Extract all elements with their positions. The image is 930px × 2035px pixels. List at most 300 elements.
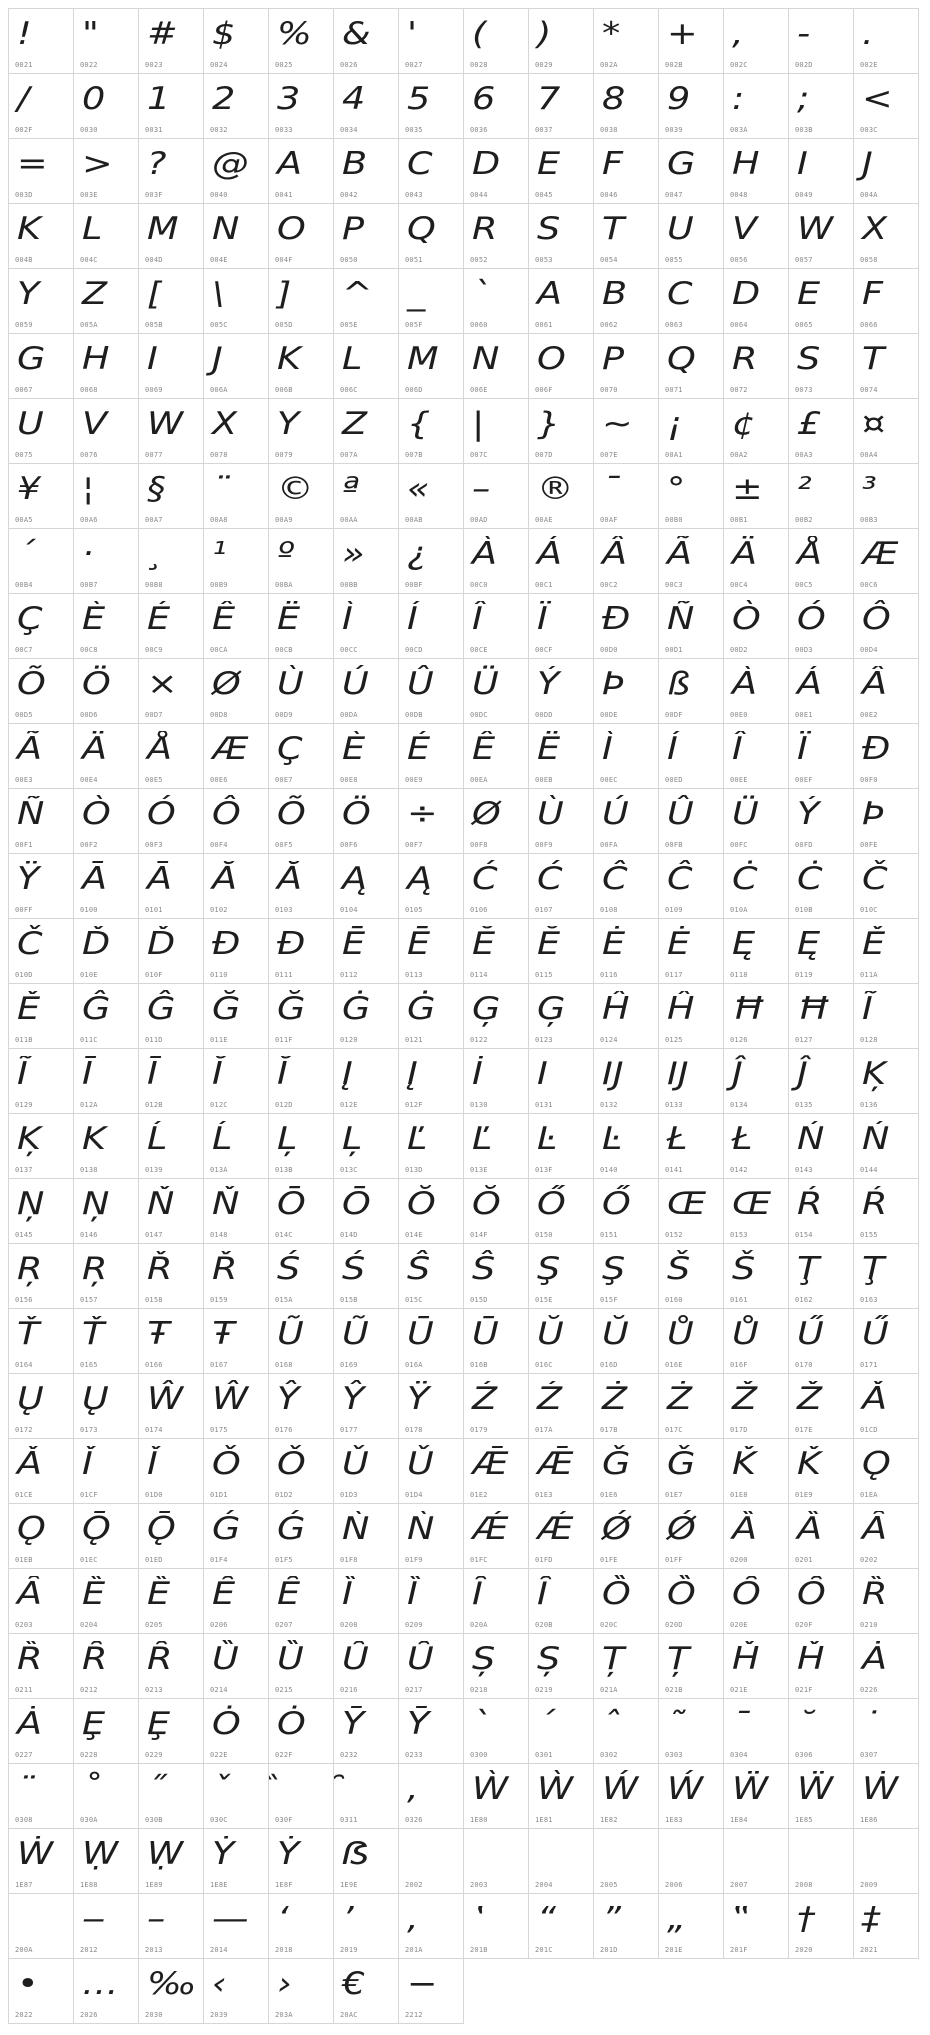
- glyph-char: Ȑ: [862, 1576, 888, 1612]
- glyph-char: Ǵ: [212, 1511, 241, 1547]
- glyph-cell: [74, 9, 139, 74]
- glyph-codepoint: 00D8: [210, 711, 228, 719]
- glyph-codepoint: 0021: [15, 61, 33, 69]
- glyph-cell: [9, 1244, 74, 1309]
- glyph-codepoint: 00EB: [535, 776, 553, 784]
- glyph-char: Ŏ: [472, 1186, 501, 1222]
- glyph-codepoint: 0103: [275, 906, 293, 914]
- glyph-codepoint: 00DC: [470, 711, 488, 719]
- glyph-cell: [594, 1374, 659, 1439]
- glyph-char: `: [472, 276, 491, 312]
- glyph-codepoint: 011B: [15, 1036, 33, 1044]
- glyph-codepoint: 201B: [470, 1946, 488, 1954]
- glyph-codepoint: 0040: [210, 191, 228, 199]
- glyph-codepoint: 0302: [600, 1751, 618, 1759]
- glyph-char: Ȧ: [17, 1706, 43, 1742]
- glyph-codepoint: 0042: [340, 191, 358, 199]
- glyph-cell: [659, 1049, 724, 1114]
- glyph-codepoint: 0148: [210, 1231, 228, 1239]
- glyph-codepoint: 0125: [665, 1036, 683, 1044]
- glyph-cell: [74, 984, 139, 1049]
- glyph-char: Ǽ: [537, 1511, 573, 1547]
- glyph-cell: [854, 1049, 919, 1114]
- glyph-cell: [139, 464, 204, 529]
- glyph-codepoint: 00E0: [730, 711, 748, 719]
- glyph-cell: [139, 659, 204, 724]
- glyph-cell: [269, 984, 334, 1049]
- glyph-char: Ì: [602, 731, 613, 767]
- glyph-codepoint: 020E: [730, 1621, 748, 1629]
- glyph-char: –: [147, 1901, 166, 1937]
- glyph-char: ×: [147, 666, 178, 702]
- glyph-codepoint: 0053: [535, 256, 553, 264]
- glyph-codepoint: 00F1: [15, 841, 33, 849]
- glyph-char: Ẁ: [537, 1771, 574, 1807]
- glyph-char: ®: [537, 471, 574, 507]
- glyph-cell: [659, 74, 724, 139]
- glyph-cell: [464, 204, 529, 269]
- glyph-codepoint: 003E: [80, 191, 98, 199]
- glyph-cell: [724, 1634, 789, 1699]
- glyph-cell: [269, 1504, 334, 1569]
- glyph-codepoint: 0048: [730, 191, 748, 199]
- glyph-char: ’: [342, 1901, 354, 1937]
- glyph-codepoint: 0102: [210, 906, 228, 914]
- glyph-grid: [8, 8, 919, 2024]
- glyph-codepoint: 00C2: [600, 581, 618, 589]
- glyph-char: #: [147, 16, 178, 52]
- glyph-cell: [139, 529, 204, 594]
- glyph-cell: [269, 204, 334, 269]
- glyph-char: ,: [407, 1771, 419, 1807]
- glyph-char: Ã: [667, 536, 693, 572]
- glyph-codepoint: 00DA: [340, 711, 358, 719]
- glyph-cell: [139, 1764, 204, 1829]
- glyph-cell: [594, 984, 659, 1049]
- glyph-char: Ń: [862, 1121, 890, 1157]
- glyph-char: Ų: [17, 1381, 44, 1417]
- glyph-char: O: [537, 341, 566, 377]
- glyph-codepoint: 0051: [405, 256, 423, 264]
- glyph-codepoint: 00B2: [795, 516, 813, 524]
- glyph-codepoint: 00F2: [80, 841, 98, 849]
- glyph-cell: [399, 334, 464, 399]
- glyph-codepoint: 0032: [210, 126, 228, 134]
- glyph-codepoint: 00CF: [535, 646, 553, 654]
- glyph-cell: [204, 659, 269, 724]
- glyph-cell: [789, 1309, 854, 1374]
- glyph-char: Ȩ: [82, 1706, 106, 1742]
- glyph-cell: [724, 529, 789, 594]
- glyph-codepoint: 004C: [80, 256, 98, 264]
- glyph-codepoint: 0062: [600, 321, 618, 329]
- glyph-char: ¨: [17, 1771, 36, 1807]
- glyph-codepoint: 0114: [470, 971, 488, 979]
- glyph-codepoint: 003F: [145, 191, 163, 199]
- glyph-codepoint: 00CD: [405, 646, 423, 654]
- glyph-cell: [204, 74, 269, 139]
- glyph-cell: [464, 1439, 529, 1504]
- glyph-char: Ǽ: [472, 1511, 508, 1547]
- glyph-cell: [659, 724, 724, 789]
- glyph-cell: [334, 1959, 399, 2024]
- glyph-cell: [789, 854, 854, 919]
- glyph-cell: [269, 464, 334, 529]
- glyph-cell: [594, 1699, 659, 1764]
- glyph-cell: [659, 1699, 724, 1764]
- glyph-char: Ǭ: [147, 1511, 176, 1547]
- glyph-cell: [464, 919, 529, 984]
- glyph-char: Ì: [342, 601, 353, 637]
- glyph-codepoint: 0118: [730, 971, 748, 979]
- glyph-codepoint: 01F8: [340, 1556, 358, 1564]
- glyph-cell: [399, 984, 464, 1049]
- glyph-char: Ĳ: [667, 1056, 689, 1092]
- glyph-codepoint: 00AE: [535, 516, 553, 524]
- glyph-codepoint: 013E: [470, 1166, 488, 1174]
- glyph-cell: [334, 1049, 399, 1114]
- glyph-cell: [204, 1634, 269, 1699]
- glyph-char: S: [797, 341, 821, 377]
- glyph-cell: [659, 334, 724, 399]
- glyph-char: Ů: [732, 1316, 759, 1352]
- glyph-codepoint: 00CE: [470, 646, 488, 654]
- glyph-codepoint: 0152: [665, 1231, 683, 1239]
- glyph-codepoint: 0060: [470, 321, 488, 329]
- glyph-char: Ȋ: [472, 1576, 483, 1612]
- glyph-char: Ŷ: [277, 1381, 300, 1417]
- glyph-cell: [74, 1569, 139, 1634]
- glyph-codepoint: 017B: [600, 1426, 618, 1434]
- glyph-codepoint: 013F: [535, 1166, 553, 1174]
- glyph-cell: [269, 724, 334, 789]
- glyph-codepoint: 00CC: [340, 646, 358, 654]
- glyph-char: 8: [602, 81, 626, 117]
- glyph-cell: [74, 1894, 139, 1959]
- glyph-codepoint: 0137: [15, 1166, 33, 1174]
- glyph-char: „: [667, 1901, 686, 1937]
- glyph-char: Ș: [472, 1641, 496, 1677]
- glyph-cell: [724, 1764, 789, 1829]
- glyph-codepoint: 0145: [15, 1231, 33, 1239]
- glyph-char: ^: [342, 276, 373, 312]
- glyph-codepoint: 0207: [275, 1621, 293, 1629]
- glyph-cell: [529, 9, 594, 74]
- glyph-cell: [464, 1179, 529, 1244]
- glyph-codepoint: 00F4: [210, 841, 228, 849]
- glyph-codepoint: 0153: [730, 1231, 748, 1239]
- glyph-codepoint: 00E3: [15, 776, 33, 784]
- glyph-char: Ä: [732, 536, 758, 572]
- glyph-cell: [399, 1894, 464, 1959]
- glyph-cell: [334, 139, 399, 204]
- glyph-codepoint: 030A: [80, 1816, 98, 1824]
- glyph-codepoint: 00DE: [600, 711, 618, 719]
- glyph-cell: [9, 1049, 74, 1114]
- glyph-char: Ī: [147, 1056, 158, 1092]
- glyph-codepoint: 0151: [600, 1231, 618, 1239]
- glyph-codepoint: 015F: [600, 1296, 618, 1304]
- glyph-codepoint: 012C: [210, 1101, 228, 1109]
- glyph-char: R: [732, 341, 758, 377]
- glyph-codepoint: 0043: [405, 191, 423, 199]
- glyph-codepoint: 00FE: [860, 841, 878, 849]
- glyph-cell: [724, 1699, 789, 1764]
- glyph-cell: [464, 659, 529, 724]
- glyph-cell: [204, 399, 269, 464]
- glyph-cell: [399, 139, 464, 204]
- glyph-char: Ė: [667, 926, 691, 962]
- glyph-char: Ù: [277, 666, 304, 702]
- glyph-char: Ŷ: [342, 1381, 365, 1417]
- glyph-codepoint: 1E81: [535, 1816, 553, 1824]
- glyph-codepoint: 01D2: [275, 1491, 293, 1499]
- glyph-char: Ċ: [797, 861, 823, 897]
- glyph-codepoint: 0070: [600, 386, 618, 394]
- glyph-cell: [724, 854, 789, 919]
- glyph-cell: [594, 1309, 659, 1374]
- glyph-char: ²: [797, 471, 812, 507]
- glyph-codepoint: 016C: [535, 1361, 553, 1369]
- glyph-char: Œ: [667, 1186, 707, 1222]
- glyph-codepoint: 00E1: [795, 711, 813, 719]
- glyph-codepoint: 0173: [80, 1426, 98, 1434]
- glyph-cell: [659, 919, 724, 984]
- glyph-codepoint: 005C: [210, 321, 228, 329]
- glyph-char: Ŧ: [212, 1316, 235, 1352]
- glyph-cell: [139, 9, 204, 74]
- glyph-codepoint: 0035: [405, 126, 423, 134]
- glyph-char: Ø: [212, 666, 241, 702]
- glyph-char: %: [277, 16, 312, 52]
- glyph-codepoint: 0132: [600, 1101, 618, 1109]
- glyph-cell: [139, 1049, 204, 1114]
- glyph-codepoint: 2007: [730, 1881, 748, 1889]
- glyph-codepoint: 010F: [145, 971, 163, 979]
- glyph-codepoint: 010A: [730, 906, 748, 914]
- glyph-char: Ŵ: [212, 1381, 249, 1417]
- glyph-char: Ĥ: [667, 991, 695, 1027]
- glyph-cell: [74, 1634, 139, 1699]
- glyph-codepoint: 003D: [15, 191, 33, 199]
- glyph-codepoint: 013B: [275, 1166, 293, 1174]
- glyph-codepoint: 00A8: [210, 516, 228, 524]
- glyph-char: B: [342, 146, 368, 182]
- glyph-cell: [334, 1374, 399, 1439]
- glyph-char: Ŕ: [797, 1186, 823, 1222]
- glyph-codepoint: 010E: [80, 971, 98, 979]
- glyph-cell: [464, 724, 529, 789]
- glyph-codepoint: 2026: [80, 2011, 98, 2019]
- glyph-codepoint: 0140: [600, 1166, 618, 1174]
- glyph-cell: [724, 1049, 789, 1114]
- glyph-cell: [659, 594, 724, 659]
- glyph-codepoint: 00C1: [535, 581, 553, 589]
- glyph-char: Ē: [407, 926, 431, 962]
- glyph-codepoint: 0170: [795, 1361, 813, 1369]
- glyph-char: Ĭ: [212, 1056, 223, 1092]
- glyph-cell: [204, 1829, 269, 1894]
- glyph-codepoint: 01D1: [210, 1491, 228, 1499]
- glyph-codepoint: 010B: [795, 906, 813, 914]
- glyph-char: ˇ: [212, 1771, 231, 1807]
- glyph-codepoint: 0227: [15, 1751, 33, 1759]
- glyph-char: Æ: [212, 731, 248, 767]
- glyph-cell: [724, 74, 789, 139]
- glyph-char: (: [472, 16, 487, 52]
- glyph-cell: [74, 1764, 139, 1829]
- glyph-codepoint: 020B: [535, 1621, 553, 1629]
- glyph-char: Ĥ: [602, 991, 630, 1027]
- glyph-cell: [399, 1049, 464, 1114]
- glyph-cell: [9, 1179, 74, 1244]
- glyph-cell: [204, 1179, 269, 1244]
- glyph-cell: [139, 1114, 204, 1179]
- glyph-cell: [529, 984, 594, 1049]
- glyph-cell: [659, 854, 724, 919]
- glyph-cell: [334, 1114, 399, 1179]
- glyph-char: Ç: [17, 601, 43, 637]
- glyph-codepoint: 014C: [275, 1231, 293, 1239]
- glyph-codepoint: 017E: [795, 1426, 813, 1434]
- glyph-cell: [529, 399, 594, 464]
- glyph-char: Ẉ: [82, 1836, 119, 1872]
- glyph-codepoint: 016D: [600, 1361, 618, 1369]
- glyph-char: Ģ: [537, 991, 566, 1027]
- glyph-char: ¤: [862, 406, 886, 442]
- glyph-char: E: [797, 276, 821, 312]
- glyph-char: Ú: [342, 666, 369, 702]
- glyph-cell: [854, 1699, 919, 1764]
- glyph-cell: [724, 464, 789, 529]
- glyph-char: 4: [342, 81, 366, 117]
- glyph-char: ‚: [407, 1901, 419, 1937]
- glyph-codepoint: 006D: [405, 386, 423, 394]
- glyph-char: Ģ: [472, 991, 501, 1027]
- glyph-cell: [529, 789, 594, 854]
- glyph-char: Ȅ: [82, 1576, 106, 1612]
- glyph-cell: [529, 1764, 594, 1829]
- glyph-char: ¯: [602, 471, 621, 507]
- glyph-cell: [74, 789, 139, 854]
- glyph-cell: [464, 1764, 529, 1829]
- glyph-cell: [269, 1179, 334, 1244]
- glyph-cell: [594, 1049, 659, 1114]
- glyph-codepoint: 0138: [80, 1166, 98, 1174]
- glyph-cell: [464, 334, 529, 399]
- glyph-cell: [74, 1114, 139, 1179]
- glyph-cell: [334, 74, 399, 139]
- glyph-cell: [659, 1634, 724, 1699]
- glyph-cell: [9, 1569, 74, 1634]
- glyph-char: Ĩ: [17, 1056, 28, 1092]
- glyph-char: Í: [667, 731, 678, 767]
- glyph-cell: [789, 659, 854, 724]
- glyph-char: Ȉ: [407, 1576, 418, 1612]
- glyph-cell: [724, 1829, 789, 1894]
- glyph-codepoint: 0069: [145, 386, 163, 394]
- glyph-codepoint: 00F6: [340, 841, 358, 849]
- glyph-cell: [529, 1894, 594, 1959]
- glyph-cell: [854, 204, 919, 269]
- glyph-char: Ǫ: [17, 1511, 46, 1547]
- glyph-codepoint: 0121: [405, 1036, 423, 1044]
- glyph-cell: [724, 1309, 789, 1374]
- glyph-codepoint: 00B0: [665, 516, 683, 524]
- glyph-codepoint: 005F: [405, 321, 423, 329]
- glyph-cell: [529, 1829, 594, 1894]
- glyph-codepoint: 0107: [535, 906, 553, 914]
- glyph-cell: [139, 139, 204, 204]
- glyph-cell: [724, 334, 789, 399]
- glyph-codepoint: 0068: [80, 386, 98, 394]
- glyph-cell: [9, 529, 74, 594]
- glyph-codepoint: 01F9: [405, 1556, 423, 1564]
- glyph-char: Ð: [862, 731, 891, 767]
- glyph-char: Ū: [407, 1316, 434, 1352]
- glyph-cell: [659, 204, 724, 269]
- glyph-cell: [9, 74, 74, 139]
- glyph-codepoint: 0109: [665, 906, 683, 914]
- glyph-codepoint: 011C: [80, 1036, 98, 1044]
- glyph-char: Ý: [537, 666, 560, 702]
- glyph-codepoint: 201A: [405, 1946, 423, 1954]
- glyph-cell: [204, 854, 269, 919]
- glyph-char: Ĉ: [602, 861, 628, 897]
- glyph-char: Â: [862, 666, 888, 702]
- glyph-cell: [399, 1569, 464, 1634]
- glyph-cell: [269, 1569, 334, 1634]
- glyph-cell: [399, 789, 464, 854]
- glyph-char: Û: [667, 796, 694, 832]
- glyph-char: Ô: [862, 601, 891, 637]
- glyph-char: ‒: [82, 1901, 106, 1937]
- glyph-codepoint: 01E6: [600, 1491, 618, 1499]
- glyph-cell: [789, 1439, 854, 1504]
- glyph-codepoint: 2021: [860, 1946, 878, 1954]
- glyph-char: Ī: [82, 1056, 93, 1092]
- glyph-codepoint: 022E: [210, 1751, 228, 1759]
- glyph-codepoint: 0303: [665, 1751, 683, 1759]
- glyph-char: M: [147, 211, 179, 247]
- glyph-cell: [854, 1569, 919, 1634]
- glyph-codepoint: 0211: [15, 1686, 33, 1694]
- glyph-cell: [139, 724, 204, 789]
- glyph-cell: [399, 269, 464, 334]
- glyph-codepoint: 1E86: [860, 1816, 878, 1824]
- glyph-codepoint: 007A: [340, 451, 358, 459]
- glyph-char: ‟: [732, 1901, 751, 1937]
- glyph-char: Ȟ: [732, 1641, 760, 1677]
- glyph-cell: [594, 204, 659, 269]
- glyph-char: Ĵ: [732, 1056, 743, 1092]
- glyph-cell: [334, 9, 399, 74]
- glyph-codepoint: 201C: [535, 1946, 553, 1954]
- glyph-codepoint: 00E4: [80, 776, 98, 784]
- glyph-char: Ȏ: [797, 1576, 826, 1612]
- glyph-cell: [789, 1829, 854, 1894]
- glyph-cell: [9, 1114, 74, 1179]
- glyph-char: D: [732, 276, 761, 312]
- glyph-cell: [204, 1114, 269, 1179]
- glyph-codepoint: 00FD: [795, 841, 813, 849]
- glyph-codepoint: 0201: [795, 1556, 813, 1564]
- glyph-codepoint: 0308: [15, 1816, 33, 1824]
- glyph-codepoint: 0126: [730, 1036, 748, 1044]
- glyph-char: »: [342, 536, 365, 572]
- glyph-char: Ẅ: [797, 1771, 834, 1807]
- glyph-codepoint: 201E: [665, 1946, 683, 1954]
